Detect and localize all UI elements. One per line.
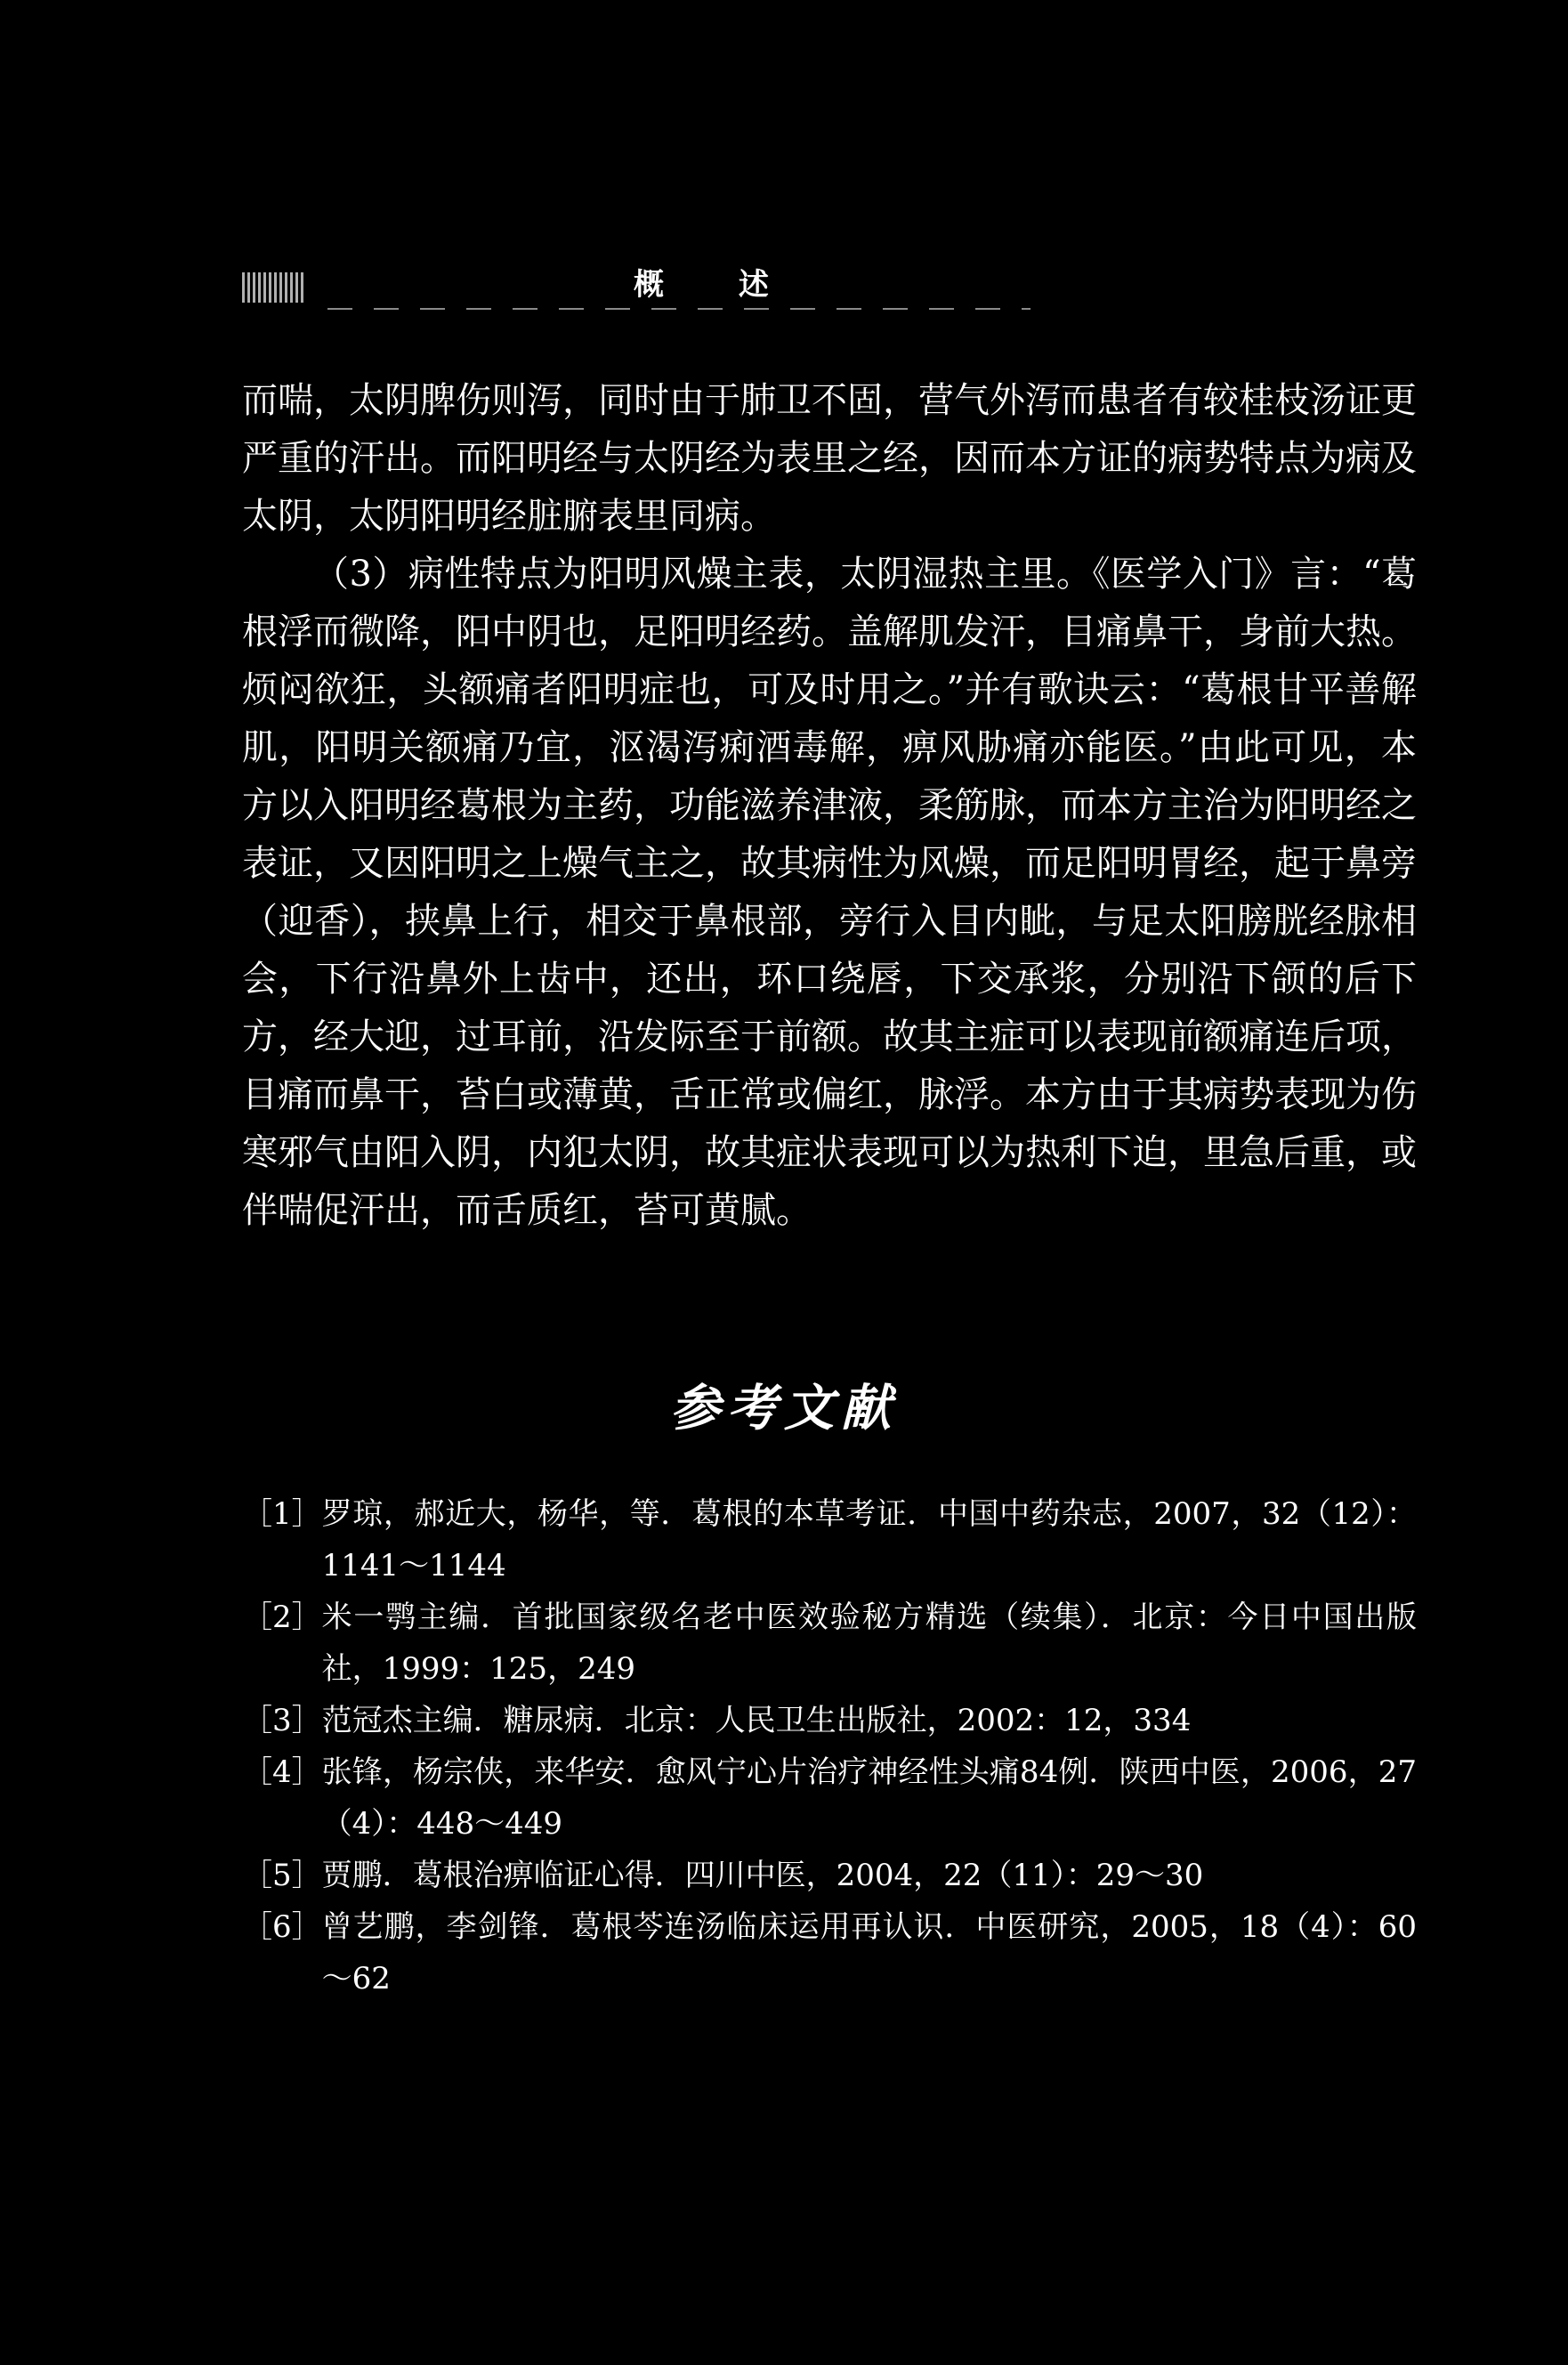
header-ornament bbox=[242, 272, 304, 303]
reference-text: 张锋，杨宗侠，来华安．愈风宁心片治疗神经性头痛84例．陕西中医，2006，27（4）：448～449 bbox=[321, 1754, 1417, 1842]
reference-item bbox=[242, 1695, 1417, 1746]
reference-list bbox=[242, 1488, 1417, 2005]
reference-item bbox=[242, 1901, 1417, 2005]
body-text bbox=[242, 372, 1417, 1240]
running-header bbox=[242, 260, 1032, 312]
paragraph-disease-nature: （3）病性特点为阳明风燥主表，太阴湿热主里。《医学入门》言：“葛根浮而微降，阳中阴也，足阳明经药。盖解肌发汗，目痛鼻干，身前大热。烦闷欲狂，头额痛者阳明症也，可及时用之。”并有歌诀云：“葛根甘平善解肌，阳明关额痛乃宜，沤渴泻痢酒毒解，痹风胁痛亦能医。”由此可见，本方以入阳明经葛根为主药，功能滋养津液，柔筋脉，而本方主治为阳明经之表证，又因阳明之上燥气主之，故其病性为风燥，而足阳明胃经，起于鼻旁（迎香），挟鼻上行，相交于鼻根部，旁行入目内眦，与足太阳膀胱经脉相会，下行沿鼻外上齿中，还出，环口绕唇，下交承浆，分别沿下颌的后下方，经大迎，过耳前，沿发际至于前额。故其主症可以表现前额痛连后项，目痛而鼻干，苔白或薄黄，舌正常或偏红，脉浮。本方由于其病势表现为伤寒邪气由阳入阴，内犯太阴，故其症状表现可以为热利下迫，里急后重，或伴喘促汗出，而舌质红，苔可黄腻。 bbox=[242, 554, 1417, 1231]
header-rule bbox=[327, 308, 1031, 310]
reference-text: 米一鹗主编．首批国家级名老中医效验秘方精选（续集）．北京：今日中国出版社，1999：125，249 bbox=[321, 1600, 1417, 1687]
references-heading: 参考文献 bbox=[670, 1379, 898, 1438]
reference-number: ［1］ bbox=[242, 1496, 322, 1532]
reference-item bbox=[242, 1488, 1417, 1592]
reference-item bbox=[242, 1746, 1417, 1850]
reference-text: 贾鹏．葛根治痹临证心得．四川中医，2004，22（11）：29～30 bbox=[321, 1858, 1204, 1893]
reference-number: ［3］ bbox=[242, 1703, 322, 1738]
reference-item bbox=[242, 1850, 1417, 1901]
paragraph-continued: 而喘，太阴脾伤则泻，同时由于肺卫不固，营气外泻而患者有较桂枝汤证更严重的汗出。而阳明经与太阴经为表里之经，因而本方证的病势特点为病及太阴，太阴阳明经脏腑表里同病。 bbox=[242, 380, 1417, 537]
reference-number: ［5］ bbox=[242, 1858, 322, 1893]
header-title: 概 述 bbox=[634, 267, 801, 303]
reference-number: ［2］ bbox=[242, 1600, 322, 1635]
reference-text: 罗琼，郝近大，杨华，等．葛根的本草考证．中国中药杂志，2007，32（12）：1141～1144 bbox=[321, 1496, 1417, 1583]
reference-text: 曾艺鹏，李剑锋．葛根芩连汤临床运用再认识．中医研究，2005，18（4）：60～62 bbox=[321, 1909, 1417, 1996]
reference-item bbox=[242, 1592, 1417, 1695]
reference-text: 范冠杰主编．糖尿病．北京：人民卫生出版社，2002：12，334 bbox=[321, 1703, 1192, 1738]
reference-number: ［6］ bbox=[242, 1909, 322, 1945]
reference-number: ［4］ bbox=[242, 1754, 322, 1790]
